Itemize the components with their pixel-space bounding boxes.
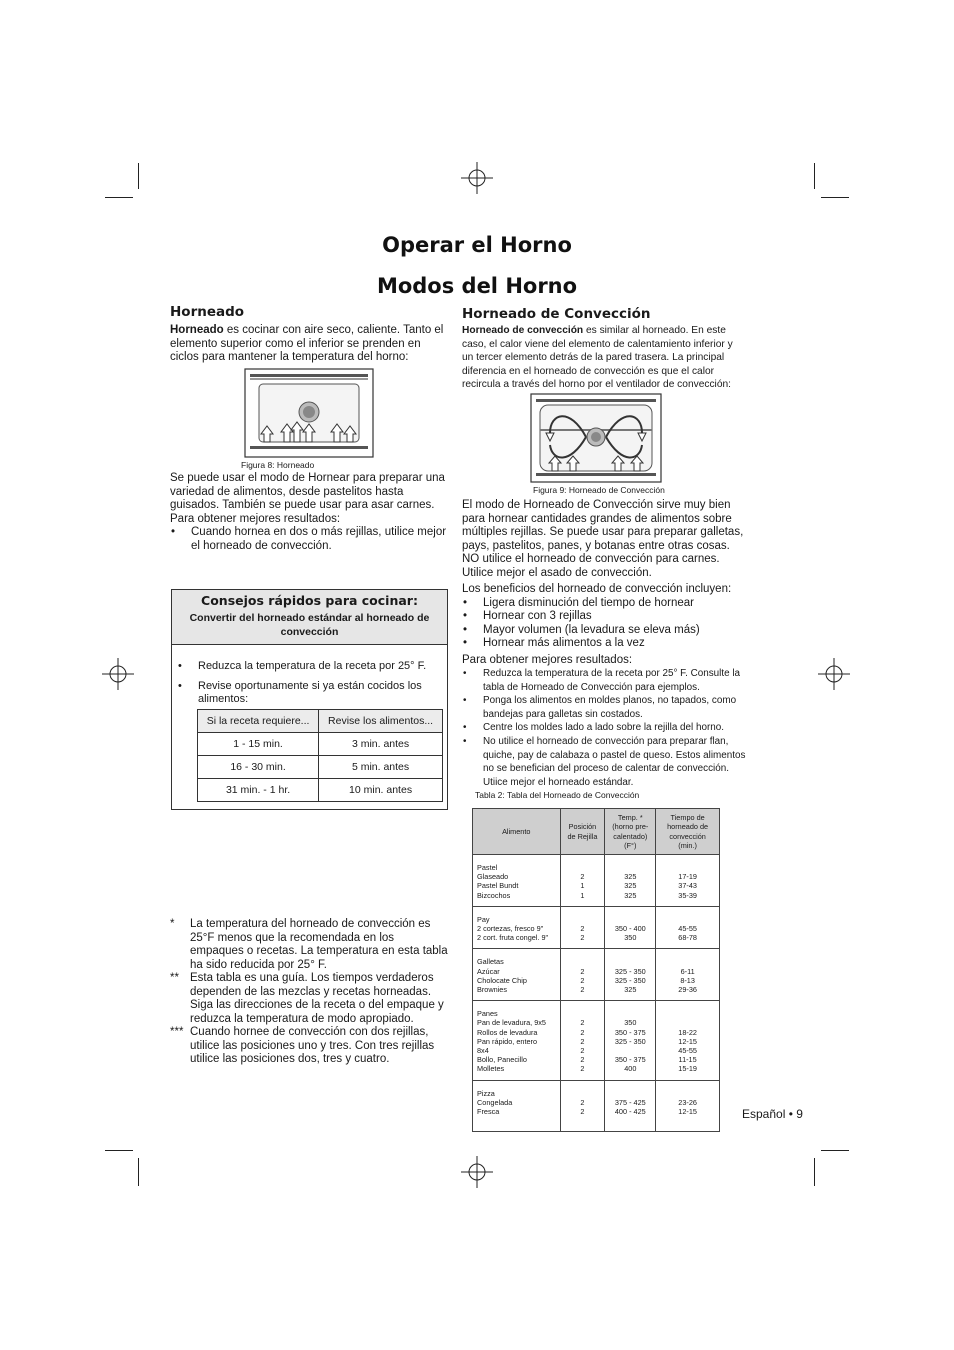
crop-mark — [821, 1150, 849, 1151]
quick-tips-box — [171, 589, 448, 810]
quick-tips-bullets — [177, 660, 439, 707]
figure-8-caption: Figura 8: Horneado — [241, 460, 315, 470]
benefits-label: Los beneficios del horneado de convección incluyen: — [462, 583, 732, 595]
table-row: Galletas Azúcar Cholocate Chip Brownies 2 2 2 325 - 350 325 - 350 325 6-11 8-13 29-36 — [473, 949, 720, 1001]
footnotes — [170, 918, 450, 1067]
registration-mark-top — [461, 162, 493, 194]
list-item: • Ligera disminución del tiempo de hornear — [462, 597, 746, 611]
list-item: • Centre los moldes lado a lado sobre la rejilla del horno. — [462, 721, 746, 735]
page-title: Operar el Horno — [382, 233, 572, 257]
best-results-label: Para obtener mejores resultados: — [462, 653, 633, 666]
right-column-body — [462, 499, 746, 789]
crop-mark — [105, 1150, 133, 1151]
conversion-table — [197, 709, 443, 802]
convection-heading: Horneado de Convección — [462, 306, 651, 322]
convection-oven-figure — [530, 393, 662, 483]
figure-9-caption: Figura 9: Horneado de Convección — [533, 485, 665, 495]
horneado-paragraph: Se puede usar el modo de Hornear para preparar una variedad de alimentos, desde pastelitos hasta guisados. También se puede usar para asar carnes. — [170, 472, 445, 511]
list-item: • Hornear más alimentos a la vez — [462, 637, 746, 651]
bake-oven-figure — [244, 368, 374, 458]
table-row: Pay 2 cortezas, fresco 9" 2 cort. fruta congel. 9" 2 2 350 - 400 350 45-55 68-78 — [473, 906, 720, 949]
footnote: ** Esta tabla es una guía. Los tiempos verdaderos dependen de las mezclas y recetas horneadas. Siga las direcciones de la receta o del empaque y reduzca la temperatura de modo apropiado. — [170, 972, 444, 1025]
crop-mark — [138, 1158, 139, 1186]
left-column-body — [170, 472, 452, 553]
quick-tips-header — [172, 590, 447, 645]
page-footer: Español • 9 — [742, 1107, 803, 1121]
horneado-heading: Horneado — [170, 304, 245, 320]
section-title: Modos del Horno — [376, 274, 578, 298]
crop-mark — [814, 1158, 815, 1186]
table-header: Posición de Rejilla — [560, 809, 605, 855]
quick-tips-title: Consejos rápidos para cocinar: — [201, 593, 418, 608]
footnote: * La temperatura del horneado de convección es 25°F menos que la recomendada en los empaques o recetas. La temperatura en esta tabla ha sido reducida por 25° F. — [170, 918, 448, 971]
best-results-label: Para obtener mejores resultados: — [170, 512, 341, 525]
table-row: Pastel Glaseado Pastel Bundt Bizcochos 2 1 1 325 325 325 17-19 37-43 35-39 — [473, 855, 720, 907]
list-item: • Mayor volumen (la levadura se eleva más) — [462, 624, 746, 638]
registration-mark-left — [102, 658, 134, 690]
quick-tips-subtitle: Convertir del horneado estándar al horneado de convección — [189, 612, 430, 638]
table-row: 16 - 30 min. 5 min. antes — [198, 756, 443, 779]
convection-intro: Horneado de convección es similar al horneado. En este caso, el calor viene del elemento de calentamiento inferior y un tercer elemento detrás de la pared trasera. La principal diferencia en el horneado de convección es que el calor recircula a través del horno por el ventilador de convección: — [462, 325, 733, 391]
horneado-intro: Horneado es cocinar con aire seco, caliente. Tanto el elemento superior como el inferior se prenden en ciclos para mantener la temperatura del horno: — [170, 324, 444, 363]
table-2-caption: Tabla 2: Tabla del Horneado de Convección — [475, 790, 640, 800]
right-column — [462, 306, 742, 392]
table-header: Tiempo de horneado de convección (min.) — [656, 809, 720, 855]
crop-mark — [138, 163, 139, 189]
table-row: Pizza Congelada Fresca 2 2 375 - 425 400 - 425 23-26 12-15 — [473, 1080, 720, 1132]
left-column — [170, 304, 450, 365]
table-row: 31 min. - 1 hr. 10 min. antes — [198, 779, 443, 802]
list-item: • No utilice el horneado de convección para preparar flan, quiche, pay de calabaza o pastel de queso. Estos alimentos no se benefician del proceso de calentar de convección. Utiice mejor el horneado estándar. — [462, 735, 746, 789]
registration-mark-right — [818, 658, 850, 690]
list-item: • Hornear con 3 rejillas — [462, 610, 746, 624]
table-header: Si la receta requiere... — [198, 710, 319, 733]
table-row: Panes Pan de levadura, 9x5 Rollos de levadura Pan rápido, entero 8x4 Bollo, Panecillo Molletes 2 2 2 2 2 2 350 350 - 375 325 - 350 350 - 375 400 18-22 12-15 45-55 11-15 15-19 — [473, 1001, 720, 1080]
list-item: • Ponga los alimentos en moldes planos, no tapados, como bandejas para galletas sin costados. — [462, 694, 746, 721]
table-header: Revise los alimentos... — [319, 710, 443, 733]
results-list — [462, 667, 746, 789]
crop-mark — [814, 163, 815, 189]
convection-baking-table — [472, 808, 720, 1132]
crop-mark — [105, 197, 133, 198]
table-header: Temp. * (horno pre- calentado) (F°) — [605, 809, 656, 855]
registration-mark-bottom — [461, 1156, 493, 1188]
table-header: Alimento — [473, 809, 561, 855]
list-item: • Reduzca la temperatura de la receta por 25° F. — [177, 660, 439, 674]
convection-paragraph: El modo de Horneado de Convección sirve muy bien para hornear cantidades grandes de alimentos sobre múltiples rejillas. Se puede usar para preparar galletas, pays, pastelitos, panes, y botanas entre otras cosas. NO utilice el horneado de convección para carnes. Utilice mejor el asado de convección. — [462, 499, 744, 579]
crop-mark — [821, 197, 849, 198]
list-item: • Reduzca la temperatura de la receta por 25° F. Consulte la tabla de Horneado de Convección para ejemplos. — [462, 667, 746, 694]
table-header-row — [473, 809, 720, 855]
list-item: • Cuando hornea en dos o más rejillas, utilice mejor el horneado de convección. — [170, 526, 452, 553]
benefits-list — [462, 597, 746, 651]
list-item: • Revise oportunamente si ya están cocidos los alimentos: — [177, 680, 439, 707]
table-row: 1 - 15 min. 3 min. antes — [198, 733, 443, 756]
footnote: *** Cuando hornee de convección con dos rejillas, utilice las posiciones uno y tres. Con tres rejillas utilice las posiciones dos, tres y cuatro. — [170, 1026, 435, 1065]
horneado-bullets — [170, 526, 452, 553]
